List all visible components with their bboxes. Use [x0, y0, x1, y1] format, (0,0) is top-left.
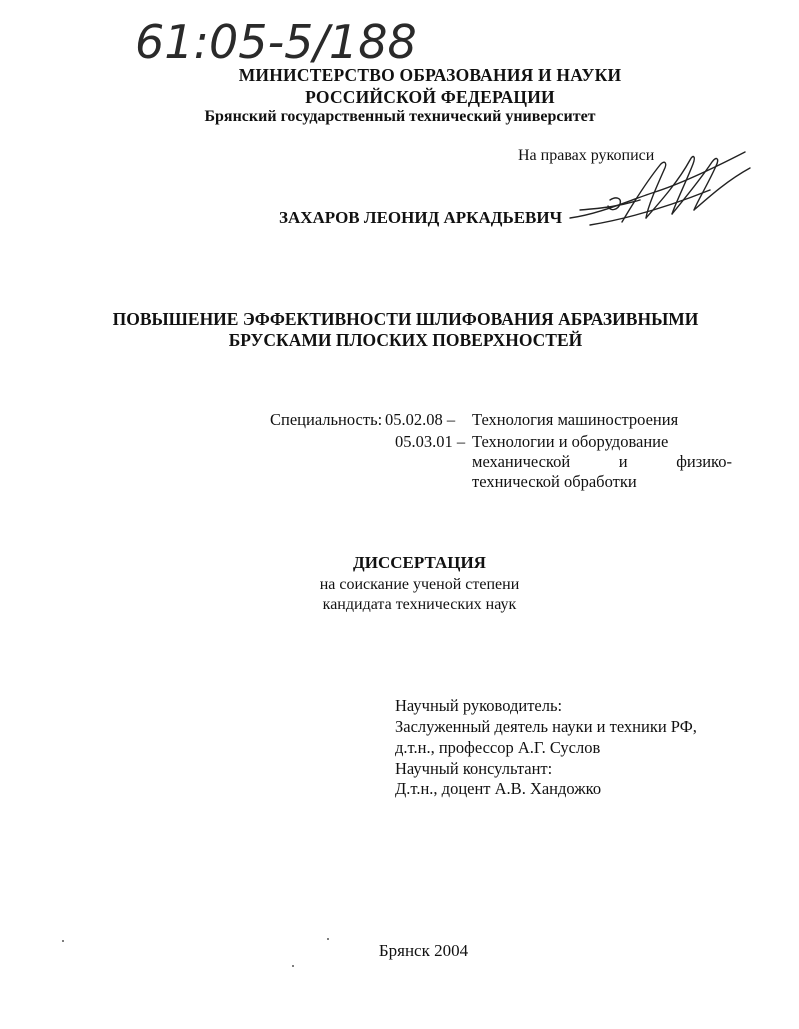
advisor-title: Заслуженный деятель науки и техники РФ,: [395, 717, 697, 736]
ministry-line-1: МИНИСТЕРСТВО ОБРАЗОВАНИЯ И НАУКИ: [238, 65, 622, 85]
specialty-2-code: 05.03.01 –: [395, 432, 466, 451]
rights-note: На правах рукописи: [518, 147, 655, 164]
specialty-2-name-line-3: технической обработки: [472, 472, 637, 491]
specialty-1-name: Технология машиностроения: [472, 410, 679, 429]
signature-icon: [560, 140, 760, 240]
author-name: ЗАХАРОВ ЛЕОНИД АРКАДЬЕВИЧ: [279, 208, 563, 227]
specialty-label: Специальность:: [270, 410, 383, 429]
specialty-1-code: 05.02.08 –: [385, 410, 456, 429]
specialty-2-word-mechanical: механической: [472, 452, 571, 471]
university-name: Брянский государственный технический университет: [204, 108, 596, 125]
specialty-2-word-physico: физико-: [676, 452, 732, 471]
specialty-2-name-line-2: [472, 452, 732, 472]
consultant-name: Д.т.н., доцент А.В. Хандожко: [395, 779, 602, 798]
scan-speck: [327, 938, 329, 940]
specialty-2-word-and: и: [618, 452, 628, 471]
degree-line-1: на соискание ученой степени: [319, 576, 520, 593]
scan-speck: [292, 965, 294, 967]
thesis-title-line-2: БРУСКАМИ ПЛОСКИХ ПОВЕРХНОСТЕЙ: [228, 330, 583, 350]
advisor-name: д.т.н., профессор А.Г. Суслов: [395, 738, 601, 757]
specialty-2-name-line-1: Технологии и оборудование: [472, 432, 669, 451]
handwritten-code-text: 61:05-5/188: [135, 15, 417, 69]
consultant-label: Научный консультант:: [395, 759, 553, 778]
thesis-title-line-1: ПОВЫШЕНИЕ ЭФФЕКТИВНОСТИ ШЛИФОВАНИЯ АБРАЗИВНЫМИ: [112, 309, 699, 329]
city-year: Брянск 2004: [378, 941, 469, 960]
ministry-line-2: РОССИЙСКОЙ ФЕДЕРАЦИИ: [305, 87, 555, 107]
handwritten-code: [135, 8, 485, 70]
degree-line-2: кандидата технических наук: [322, 596, 517, 613]
advisor-label: Научный руководитель:: [395, 696, 563, 715]
document-type: ДИССЕРТАЦИЯ: [353, 553, 486, 572]
scan-speck: [62, 940, 64, 942]
